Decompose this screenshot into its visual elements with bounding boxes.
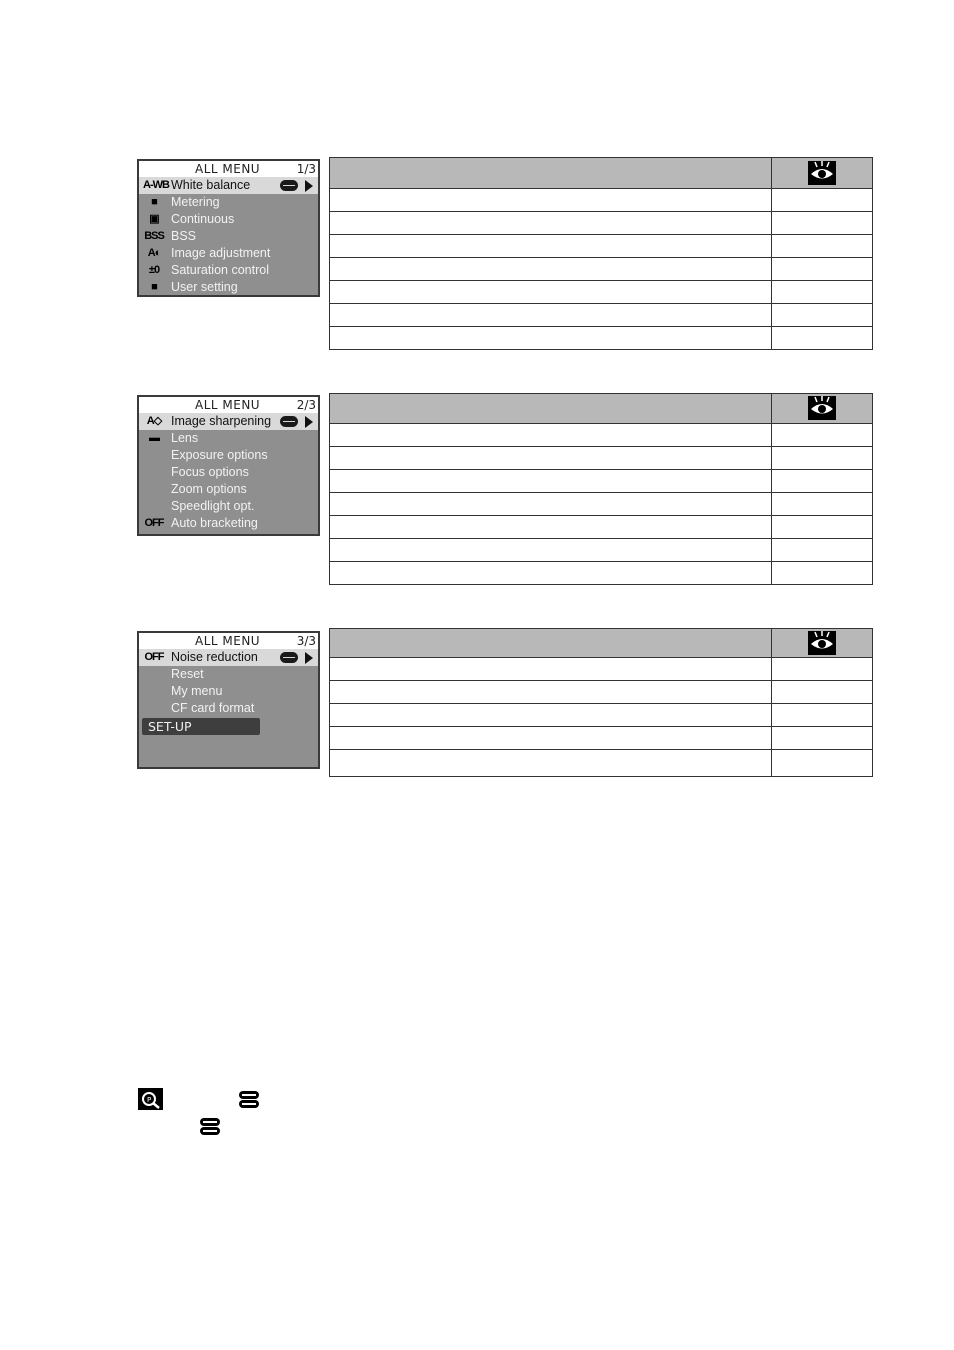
- zoom-options-icon: [143, 483, 165, 496]
- menu-item-label: Speedlight opt.: [171, 499, 255, 513]
- table-row: [330, 212, 872, 235]
- screen-title: ALL MENU: [195, 162, 261, 176]
- table-row: [330, 516, 872, 539]
- table-row: [330, 258, 872, 281]
- menu-item-label: Lens: [171, 431, 199, 445]
- menu-item-label: Noise reduction: [171, 650, 258, 664]
- menu-screen-1: [137, 159, 320, 297]
- metering-icon: ■: [151, 196, 157, 208]
- reference-table-3: [329, 628, 873, 777]
- menu-item-label: Focus options: [171, 465, 249, 479]
- menu-item-label: Saturation control: [171, 263, 269, 277]
- table-row: [330, 424, 872, 447]
- table-row: [330, 447, 872, 470]
- menu-item-user-setting[interactable]: [139, 279, 318, 296]
- menu-item-lens[interactable]: [139, 430, 318, 447]
- menu-screen-3: [137, 631, 320, 769]
- menu-item-bss[interactable]: [139, 228, 318, 245]
- menu-item-white-balance[interactable]: [139, 177, 318, 194]
- menu-item-label: CF card format: [171, 701, 255, 715]
- table-header: [330, 629, 872, 658]
- cf-card-icon: [238, 1090, 260, 1110]
- menu-item-label: Reset: [171, 667, 204, 681]
- table-row: [330, 539, 872, 562]
- note-icon: [138, 1088, 163, 1110]
- auto-bracketing-icon: OFF: [144, 517, 164, 529]
- menu-item-saturation-control[interactable]: [139, 262, 318, 279]
- bss-icon: BSS: [144, 230, 164, 242]
- menu-item-label: User setting: [171, 280, 238, 294]
- saturation-icon: ±0: [148, 264, 160, 276]
- menu-item-label: Exposure options: [171, 448, 268, 462]
- table-row: [330, 327, 872, 349]
- screen-page: 2/3: [296, 398, 316, 412]
- menu-item-label: Image adjustment: [171, 246, 271, 260]
- menu-item-continuous[interactable]: [139, 211, 318, 228]
- screen-page: 1/3: [296, 162, 316, 176]
- menu-item-image-sharpening[interactable]: [139, 413, 318, 430]
- menu-item-label: Auto bracketing: [171, 516, 258, 530]
- image-sharpening-icon: A◇: [146, 415, 162, 427]
- menu-item-zoom-options[interactable]: [139, 481, 318, 498]
- table-row: [330, 727, 872, 750]
- menu-item-label: My menu: [171, 684, 223, 698]
- menu-item-label: Continuous: [171, 212, 235, 226]
- lens-icon: ▬: [149, 432, 159, 444]
- table-header: [330, 394, 872, 424]
- screen-page: 3/3: [296, 634, 316, 648]
- menu-item-cf-card-format[interactable]: [139, 700, 318, 717]
- continuous-icon: ▣: [149, 213, 159, 225]
- menu-item-label: BSS: [171, 229, 197, 243]
- menu-item-focus-options[interactable]: [139, 464, 318, 481]
- setup-button[interactable]: SET-UP: [142, 718, 260, 735]
- cf-card-icon: [280, 652, 298, 663]
- cf-card-icon: [280, 180, 298, 191]
- table-row: [330, 189, 872, 212]
- cf-format-icon: [143, 702, 165, 715]
- arrow-right-icon: [305, 652, 313, 664]
- table-row: [330, 704, 872, 727]
- table-row: [330, 304, 872, 327]
- reset-icon: [143, 668, 165, 681]
- user-setting-icon: ■: [151, 281, 157, 293]
- menu-item-label: Image sharpening: [171, 414, 272, 428]
- arrow-right-icon: [305, 416, 313, 428]
- table-row: [330, 235, 872, 258]
- menu-item-speedlight-opt[interactable]: [139, 498, 318, 515]
- eye-icon: [808, 161, 836, 185]
- screen-header: [139, 633, 318, 649]
- menu-item-metering[interactable]: [139, 194, 318, 211]
- table-row: [330, 281, 872, 304]
- speedlight-icon: [143, 500, 165, 513]
- cf-card-icon: [199, 1117, 221, 1137]
- image-adjustment-icon: A◐: [147, 247, 161, 259]
- reference-table-1: [329, 157, 873, 350]
- screen-title: ALL MENU: [195, 398, 261, 412]
- white-balance-icon: A-WB: [143, 179, 169, 191]
- svg-text:P: P: [147, 1096, 152, 1104]
- arrow-right-icon: [305, 180, 313, 192]
- exposure-options-icon: [143, 449, 165, 462]
- menu-item-reset[interactable]: [139, 666, 318, 683]
- menu-item-noise-reduction[interactable]: [139, 649, 318, 666]
- noise-reduction-icon: OFF: [144, 651, 164, 663]
- cf-card-icon: [280, 416, 298, 427]
- my-menu-icon: [143, 685, 165, 698]
- table-row: [330, 681, 872, 704]
- menu-item-label: White balance: [171, 178, 251, 192]
- table-header: [330, 158, 872, 189]
- menu-item-auto-bracketing[interactable]: [139, 515, 318, 532]
- menu-item-exposure-options[interactable]: [139, 447, 318, 464]
- table-row: [330, 493, 872, 516]
- table-row: [330, 562, 872, 584]
- reference-table-2: [329, 393, 873, 585]
- menu-screen-2: [137, 395, 320, 536]
- focus-options-icon: [143, 466, 165, 479]
- menu-item-image-adjustment[interactable]: [139, 245, 318, 262]
- menu-item-label: Metering: [171, 195, 220, 209]
- eye-icon: [808, 631, 836, 655]
- eye-icon: [808, 396, 836, 420]
- menu-item-label: Zoom options: [171, 482, 247, 496]
- screen-header: [139, 397, 318, 413]
- menu-item-my-menu[interactable]: [139, 683, 318, 700]
- table-row: [330, 470, 872, 493]
- table-row: [330, 658, 872, 681]
- screen-title: ALL MENU: [195, 634, 261, 648]
- table-row: [330, 750, 872, 776]
- screen-header: [139, 161, 318, 177]
